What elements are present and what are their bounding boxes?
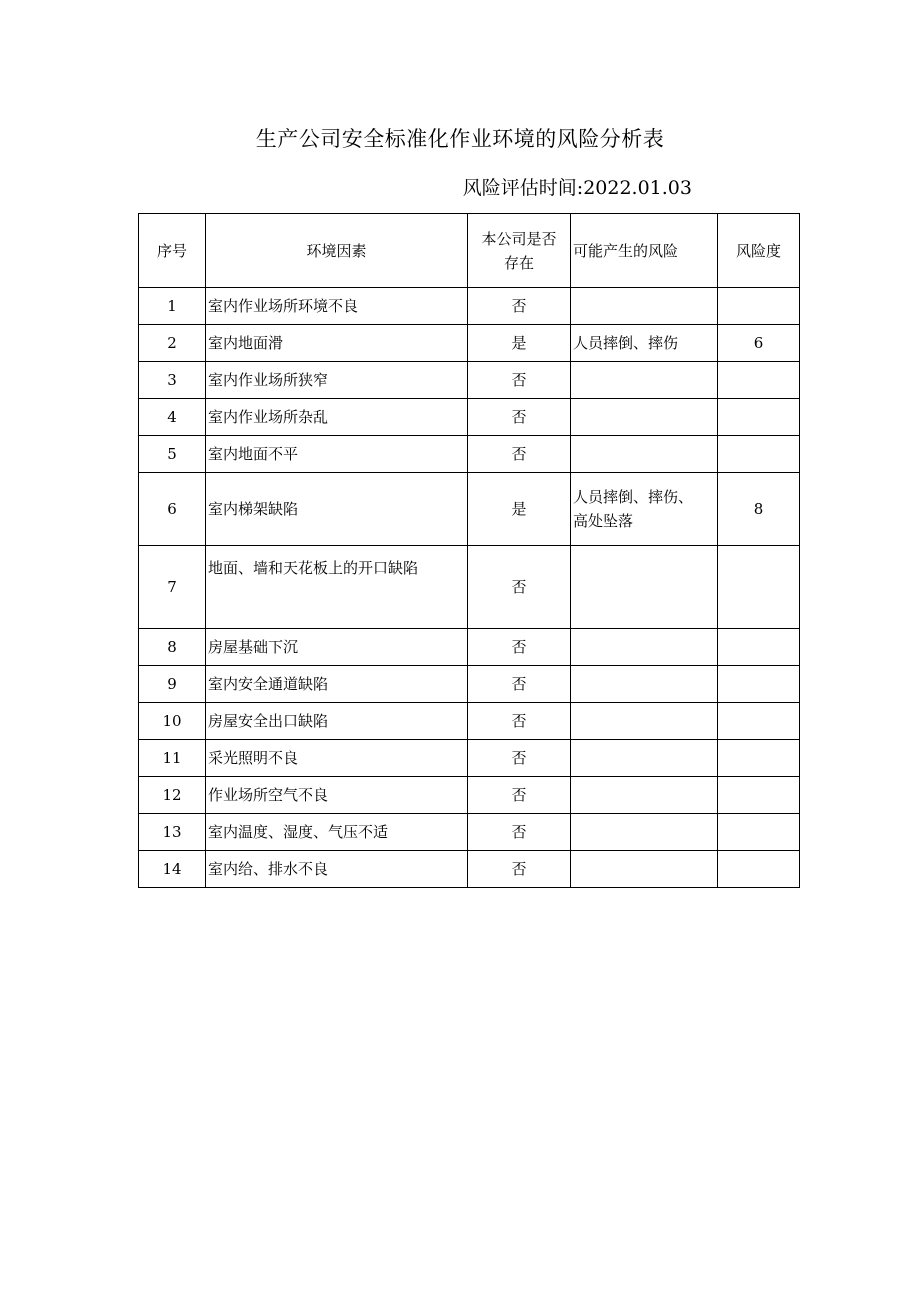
row-factor: 室内温度、湿度、气压不适 [206, 814, 468, 851]
row-index: 5 [139, 436, 206, 473]
table-row [139, 703, 800, 740]
table-row [139, 288, 800, 325]
header-factor: 环境因素 [206, 214, 468, 288]
table-row [139, 777, 800, 814]
row-degree [718, 436, 800, 473]
assessment-time: 风险评估时间:2022.01.03 [462, 177, 692, 199]
table-row [139, 666, 800, 703]
row-exists: 否 [468, 546, 571, 629]
row-exists: 否 [468, 362, 571, 399]
row-risk [571, 851, 718, 888]
row-risk [571, 399, 718, 436]
risk-analysis-table [138, 213, 800, 888]
row-degree [718, 777, 800, 814]
row-risk [571, 288, 718, 325]
row-exists: 否 [468, 399, 571, 436]
row-risk [571, 666, 718, 703]
row-exists: 否 [468, 740, 571, 777]
row-risk [571, 362, 718, 399]
row-index: 12 [139, 777, 206, 814]
row-degree [718, 288, 800, 325]
document-title: 生产公司安全标准化作业环境的风险分析表 [255, 127, 665, 151]
row-factor: 房屋安全出口缺陷 [206, 703, 468, 740]
row-index: 13 [139, 814, 206, 851]
table-row [139, 436, 800, 473]
row-exists: 否 [468, 703, 571, 740]
row-exists: 否 [468, 777, 571, 814]
header-index: 序号 [139, 214, 206, 288]
row-degree [718, 851, 800, 888]
table-header-row [139, 214, 800, 288]
row-index: 8 [139, 629, 206, 666]
row-degree [718, 399, 800, 436]
row-risk: 人员摔倒、摔伤 [571, 325, 718, 362]
row-risk [571, 740, 718, 777]
row-exists: 否 [468, 851, 571, 888]
row-index: 3 [139, 362, 206, 399]
row-factor: 室内给、排水不良 [206, 851, 468, 888]
row-risk [571, 777, 718, 814]
row-exists: 否 [468, 814, 571, 851]
row-risk [571, 546, 718, 629]
table-row [139, 325, 800, 362]
row-risk [571, 629, 718, 666]
table-row [139, 399, 800, 436]
row-index: 10 [139, 703, 206, 740]
table-row [139, 546, 800, 629]
row-factor: 室内梯架缺陷 [206, 473, 468, 546]
row-degree [718, 666, 800, 703]
row-index: 7 [139, 546, 206, 629]
row-factor: 作业场所空气不良 [206, 777, 468, 814]
row-degree: 8 [718, 473, 800, 546]
row-index: 9 [139, 666, 206, 703]
table-row [139, 851, 800, 888]
row-factor: 室内作业场所杂乱 [206, 399, 468, 436]
row-degree [718, 814, 800, 851]
row-factor: 室内地面滑 [206, 325, 468, 362]
header-degree: 风险度 [718, 214, 800, 288]
row-degree [718, 546, 800, 629]
row-degree [718, 703, 800, 740]
row-factor: 室内地面不平 [206, 436, 468, 473]
row-factor: 地面、墙和天花板上的开口缺陷 [206, 546, 468, 629]
row-risk-line1: 人员摔倒、摔伤、 [573, 488, 694, 506]
row-factor: 采光照明不良 [206, 740, 468, 777]
row-index: 2 [139, 325, 206, 362]
row-exists: 否 [468, 288, 571, 325]
header-exists [468, 214, 571, 288]
row-factor: 房屋基础下沉 [206, 629, 468, 666]
header-exists-line1: 本公司是否 [481, 229, 557, 248]
row-factor: 室内安全通道缺陷 [206, 666, 468, 703]
row-index: 11 [139, 740, 206, 777]
row-exists: 是 [468, 325, 571, 362]
row-index: 4 [139, 399, 206, 436]
row-factor: 室内作业场所狭窄 [206, 362, 468, 399]
row-exists: 是 [468, 473, 571, 546]
row-degree [718, 740, 800, 777]
table-row [139, 473, 800, 546]
row-degree [718, 362, 800, 399]
row-factor: 室内作业场所环境不良 [206, 288, 468, 325]
row-risk-line2: 高处坠落 [573, 512, 634, 530]
row-index: 1 [139, 288, 206, 325]
table-row [139, 629, 800, 666]
row-exists: 否 [468, 666, 571, 703]
table-row [139, 814, 800, 851]
row-risk [571, 473, 718, 546]
table-row [139, 740, 800, 777]
row-degree: 6 [718, 325, 800, 362]
row-risk [571, 436, 718, 473]
row-risk [571, 814, 718, 851]
table-row [139, 362, 800, 399]
row-risk [571, 703, 718, 740]
row-exists: 否 [468, 629, 571, 666]
row-exists: 否 [468, 436, 571, 473]
row-degree [718, 629, 800, 666]
row-index: 14 [139, 851, 206, 888]
header-risk: 可能产生的风险 [571, 214, 718, 288]
header-exists-line2: 存在 [503, 253, 534, 272]
row-index: 6 [139, 473, 206, 546]
